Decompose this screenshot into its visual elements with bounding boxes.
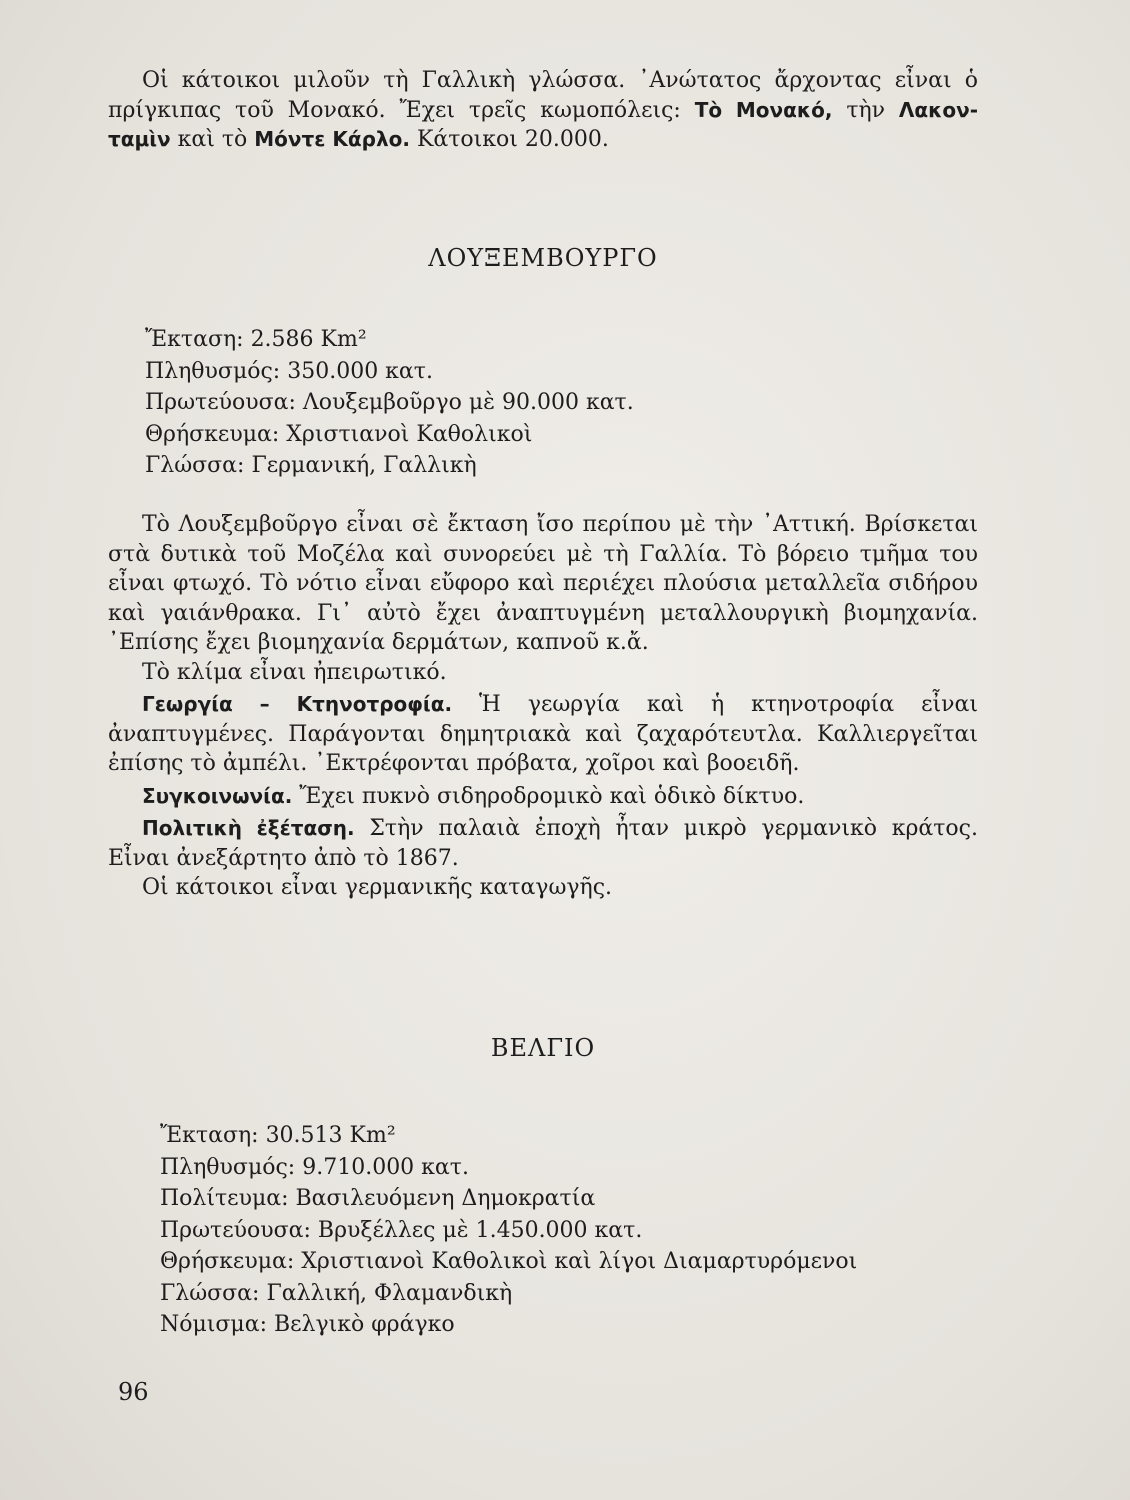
fact-population: Πληθυσμός: 9.710.000 κατ. [160,1154,469,1180]
fact-area: Ἔκταση: 30.513 Km² [160,1123,396,1148]
politics-label: Πολιτικὴ ἐξέταση. [142,816,355,840]
section-title-belgium: ΒΕΛΓΙΟ [490,1034,596,1062]
fact-capital: Πρωτεύουσα: Λουξεμβοῦργο μὲ 90.000 κατ. [145,390,634,415]
town-monaco: Τὸ Μονακό, [694,97,833,122]
luxembourg-geography-paragraph: Τὸ Λουξεμβοῦργο εἶναι σὲ ἔκταση ἴσο περίπου μὲ τὴν ᾿Αττική. Βρίσκεται στὰ δυτικὰ τοῦ Μοζέλα καὶ συνορεύει μὲ τὴ Γαλλία. Τὸ βόρειο τμῆμα του εἶναι φτωχό. Τὸ νότιο εἶναι εὔφορο καὶ περιέχει πλούσια μεταλλεῖα σιδήρου καὶ γαιάνθρακα. Γι᾿ αὐτὸ ἔχει ἀναπτυγμένη μεταλλουργικὴ βιομηχανία. ᾿Επίσης ἔχει βιομηχανία δερμάτων, καπνοῦ κ.ἄ. [108,512,978,655]
fact-currency: Νόμισμα: Βελγικὸ φράγκο [160,1312,455,1337]
luxembourg-facts [145,324,634,482]
fact-language: Γλώσσα: Γαλλική, Φλαμανδικὴ [160,1280,513,1306]
fact-language: Γλώσσα: Γερμανική, Γαλλικὴ [145,453,477,478]
monaco-paragraph: Οἱ κάτοικοι μιλοῦν τὴ Γαλλικὴ γλώσσα. ᾿Ανώτατος ἄρχοντας εἶναι ὁ πρίγκιπας τοῦ Μονακό. Ἔχει τρεῖς κωμοπόλεις: Τὸ Μονακό, τὴν Λακον-ταμὶν καὶ τὸ Μόντε Κάρλο. Κάτοικοι 20.000. [108,68,978,152]
monaco-text: Οἱ κάτοικοι μιλοῦν τὴ Γαλλικὴ γλώσσα. ᾿Ανώτατος ἄρχοντας εἶναι ὁ [142,68,978,93]
transport-label: Συγκοινωνία. [142,783,293,808]
town-la-condamine-part2: ταμὶν [108,127,171,151]
fact-religion: Θρήσκευμα: Χριστιανοὶ Καθολικοὶ καὶ λίγοι Διαμαρτυρόμενοι [160,1249,858,1274]
luxembourg-agriculture-paragraph: Γεωργία – Κτηνοτροφία. Ἡ γεωργία καὶ ἡ κτηνοτροφία εἶναι ἀναπτυγμένες. Παράγονται δημητριακὰ καὶ ζαχαρότευτλα. Καλλιεργεῖται ἐπίσης τὸ ἀμπέλι. ᾿Εκτρέφονται πρόβατα, χοῖροι καὶ βοοειδῆ. [108,692,978,776]
luxembourg-body [108,510,978,903]
fact-capital: Πρωτεύουσα: Βρυξέλλες μὲ 1.450.000 κατ. [160,1217,643,1243]
town-monte-carlo: Μόντε Κάρλο. [254,127,410,151]
luxembourg-politics-paragraph: Πολιτικὴ ἐξέταση. Στὴν παλαιὰ ἐποχὴ ἦταν μικρὸ γερμανικὸ κράτος. Εἶναι ἀνεξάρτητο ἀπὸ τὸ 1867. [108,816,978,871]
luxembourg-climate-paragraph: Τὸ κλίμα εἶναι ἠπειρωτικό. [142,659,447,685]
belgium-facts [160,1120,857,1341]
page-number: 96 [118,1378,149,1406]
luxembourg-origin-paragraph: Οἱ κάτοικοι εἶναι γερμανικῆς καταγωγῆς. [142,875,613,900]
fact-government: Πολίτευμα: Βασιλευόμενη Δημοκρατία [160,1186,596,1211]
luxembourg-transport-paragraph: Συγκοινωνία. Ἔχει πυκνὸ σιδηροδρομικὸ καὶ ὁδικὸ δίκτυο. [142,783,805,809]
fact-area: Ἔκταση: 2.586 Km² [145,327,367,352]
agriculture-label: Γεωργία – Κτηνοτροφία. [142,692,453,716]
fact-religion: Θρήσκευμα: Χριστιανοὶ Καθολικοὶ [145,421,533,447]
section-title-luxembourg: ΛΟΥΞΕΜΒΟΥΡΓΟ [428,244,658,272]
town-la-condamine-part1: Λακον- [898,97,978,122]
fact-population: Πληθυσμός: 350.000 κατ. [145,358,433,384]
